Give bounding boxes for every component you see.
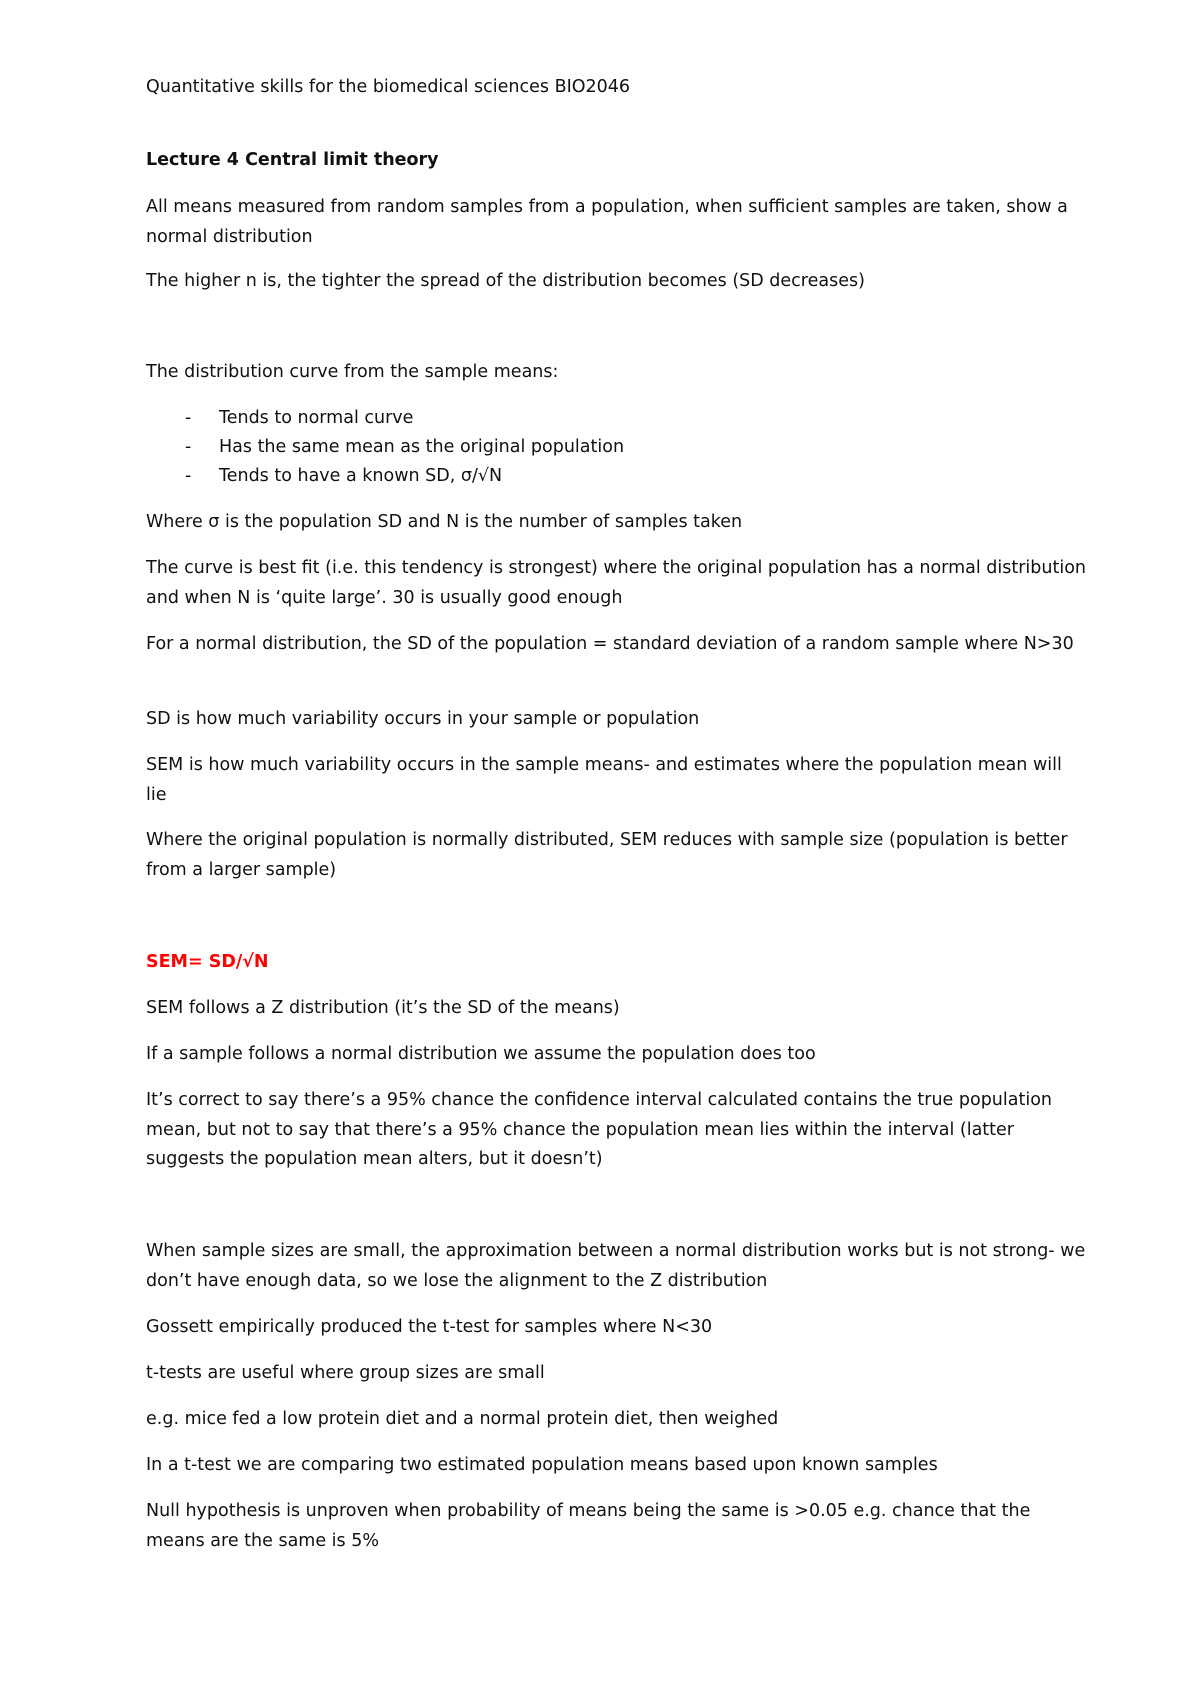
paragraph-gossett: Gossett empirically produced the t-test for samples where N<30 xyxy=(146,1317,713,1337)
paragraph-normal-sd: For a normal distribution, the SD of the population = standard deviation of a random sample where N>30 xyxy=(146,634,1074,654)
paragraph-distribution-intro: The distribution curve from the sample means: xyxy=(146,362,559,382)
paragraph-sigma-def: Where σ is the population SD and N is the number of samples taken xyxy=(146,512,743,532)
paragraph-best-fit: The curve is best fit (i.e. this tendency is strongest) where the original population has a normal distribution and when N is ‘quite large’. 30 is usually good enough xyxy=(146,558,1086,608)
sem-formula: SEM= SD/√N xyxy=(146,952,269,972)
list-dash: - xyxy=(185,437,192,457)
paragraph-example: e.g. mice fed a low protein diet and a normal protein diet, then weighed xyxy=(146,1409,779,1429)
paragraph-ttest-useful: t-tests are useful where group sizes are small xyxy=(146,1363,545,1383)
paragraph-small-samples: When sample sizes are small, the approximation between a normal distribution works but is not strong- we don’t have enough data, so we lose the alignment to the Z distribution xyxy=(146,1241,1086,1291)
paragraph-confidence-interval: It’s correct to say there’s a 95% chance the confidence interval calculated contains the true population mean, but not to say that there’s a 95% chance the population mean lies within the interval (latter suggests the population mean alters, but it doesn’t) xyxy=(146,1090,1053,1169)
paragraph-spread: The higher n is, the tighter the spread of the distribution becomes (SD decreases) xyxy=(146,271,865,291)
paragraph-sem-def: SEM is how much variability occurs in the sample means- and estimates where the population mean will lie xyxy=(146,755,1062,805)
list-dash: - xyxy=(185,408,192,428)
course-title: Quantitative skills for the biomedical sciences BIO2046 xyxy=(146,77,631,97)
list-dash: - xyxy=(185,466,192,486)
paragraph-sem-reduces: Where the original population is normally distributed, SEM reduces with sample size (population is better from a larger sample) xyxy=(146,830,1068,880)
list-item-text: Has the same mean as the original population xyxy=(219,437,625,457)
paragraph-clt-definition: All means measured from random samples from a population, when sufficient samples are taken, show a normal distribution xyxy=(146,197,1068,247)
paragraph-sd-def: SD is how much variability occurs in your sample or population xyxy=(146,709,700,729)
paragraph-sem-z: SEM follows a Z distribution (it’s the SD of the means) xyxy=(146,998,620,1018)
paragraph-sample-normal: If a sample follows a normal distribution we assume the population does too xyxy=(146,1044,816,1064)
lecture-title: Lecture 4 Central limit theory xyxy=(146,150,439,170)
list-item-text: Tends to normal curve xyxy=(219,408,414,428)
paragraph-ttest-compare: In a t-test we are comparing two estimated population means based upon known samples xyxy=(146,1455,938,1475)
paragraph-null-hypothesis: Null hypothesis is unproven when probability of means being the same is >0.05 e.g. chance that the means are the same is 5% xyxy=(146,1501,1031,1551)
list-item-text: Tends to have a known SD, σ/√N xyxy=(219,466,503,486)
